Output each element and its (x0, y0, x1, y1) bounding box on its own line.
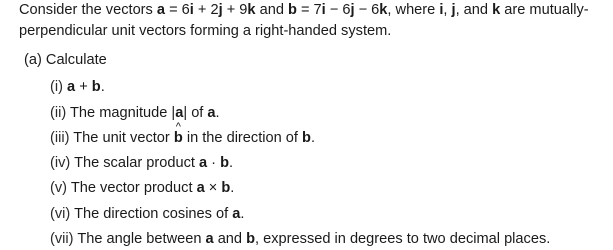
question-item-vii: (vii) The angle between a and b, expressed in degrees to two decimal places. (50, 231, 551, 247)
question-item-v: (v) The vector product a × b. (50, 180, 235, 196)
vector-a-symbol: a (156, 2, 166, 18)
question-item-ii: (ii) The magnitude |a| of a. (50, 105, 220, 121)
question-item-iv: (iv) The scalar product a · b. (50, 155, 234, 171)
question-item-i: (i) a + b. (50, 79, 105, 95)
item-number: (v) (50, 180, 68, 196)
question-item-iii: (iii) The unit vector ^ b in the direction of b. (50, 121, 316, 146)
item-number: (iv) (50, 155, 71, 171)
item-number: (i) (50, 79, 63, 95)
item-number: (iii) (50, 130, 70, 146)
unit-vector-b-hat: ^ b (173, 121, 183, 146)
part-a-heading (24, 51, 107, 69)
hat-accent: ^ (175, 121, 181, 133)
part-text: Calculate (45, 52, 107, 68)
problem-statement-line-2: perpendicular unit vectors forming a right-handed system. (19, 23, 392, 39)
vector-b-symbol: b (288, 2, 297, 18)
item-number: (vi) (50, 206, 71, 222)
problem-statement-line-1: Consider the vectors a = 6i + 2j + 9k and b = 7i − 6j − 6k, where i, j, and k are mutually- (19, 2, 589, 18)
item-number: (ii) (50, 105, 67, 121)
question-item-vi: (vi) The direction cosines of a. (50, 206, 245, 222)
part-label: (a) (24, 52, 42, 68)
item-number: (vii) (50, 231, 74, 247)
